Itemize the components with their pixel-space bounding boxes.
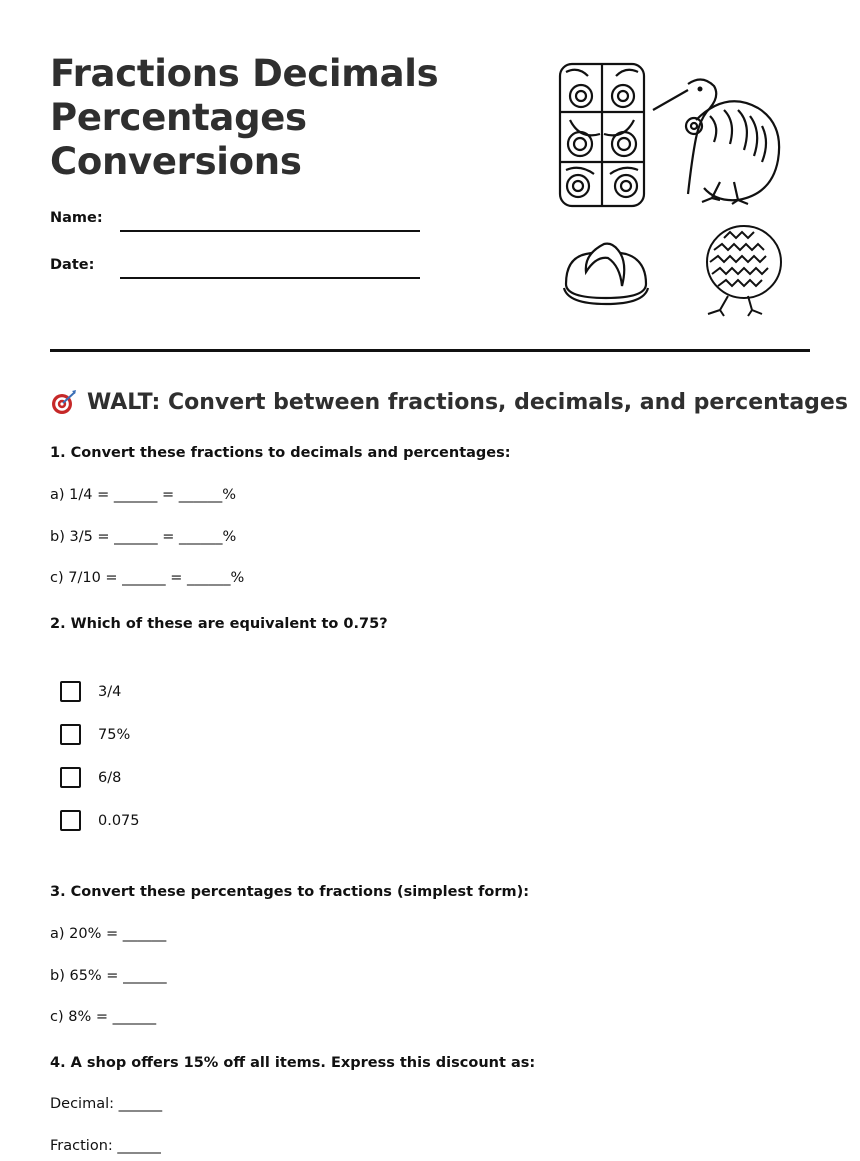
question-4-prompt: 4. A shop offers 15% off all items. Express this discount as: xyxy=(50,1055,536,1071)
title-line: Fractions Decimals xyxy=(50,52,439,95)
question-4-line-decimal: Decimal: ______ xyxy=(50,1096,163,1112)
name-label: Name: xyxy=(50,210,103,226)
option-6-8[interactable] xyxy=(60,767,121,788)
question-3-line-c: c) 8% = ______ xyxy=(50,1009,157,1025)
option-label: 75% xyxy=(98,726,131,743)
worksheet-title xyxy=(50,52,530,184)
checkbox[interactable] xyxy=(60,810,81,831)
title-line: Conversions xyxy=(50,140,302,183)
kiwi-bird-icon xyxy=(650,70,785,208)
question-1-line-a: a) 1/4 = ______ = ______% xyxy=(50,487,237,503)
name-field[interactable] xyxy=(120,230,420,232)
question-3-line-a: a) 20% = ______ xyxy=(50,926,167,942)
hat-icon xyxy=(560,238,652,310)
question-1-line-b: b) 3/5 = ______ = ______% xyxy=(50,529,237,545)
kiwi-bird-icon xyxy=(700,222,786,320)
checkbox[interactable] xyxy=(60,681,81,702)
walt-heading xyxy=(50,388,848,416)
question-3-line-b: b) 65% = ______ xyxy=(50,968,167,984)
checkbox[interactable] xyxy=(60,724,81,745)
target-icon xyxy=(50,388,78,416)
checkbox[interactable] xyxy=(60,767,81,788)
option-3-4[interactable] xyxy=(60,681,121,702)
option-75-percent[interactable] xyxy=(60,724,130,745)
question-2-prompt: 2. Which of these are equivalent to 0.75? xyxy=(50,616,388,632)
tiki-carving-icon xyxy=(556,60,648,210)
question-3-prompt: 3. Convert these percentages to fractions (simplest form): xyxy=(50,884,530,900)
question-4-line-fraction: Fraction: ______ xyxy=(50,1138,161,1154)
question-1-prompt: 1. Convert these fractions to decimals and percentages: xyxy=(50,445,511,461)
header-divider xyxy=(50,349,810,352)
option-label: 6/8 xyxy=(98,769,122,786)
date-field[interactable] xyxy=(120,277,420,279)
question-1-line-c: c) 7/10 = ______ = ______% xyxy=(50,570,245,586)
walt-text: WALT: Convert between fractions, decimals, and percentages xyxy=(87,389,848,415)
option-label: 0.075 xyxy=(98,812,140,829)
title-line: Percentages xyxy=(50,96,307,139)
option-0-075[interactable] xyxy=(60,810,140,831)
option-label: 3/4 xyxy=(98,683,122,700)
date-label: Date: xyxy=(50,257,95,273)
